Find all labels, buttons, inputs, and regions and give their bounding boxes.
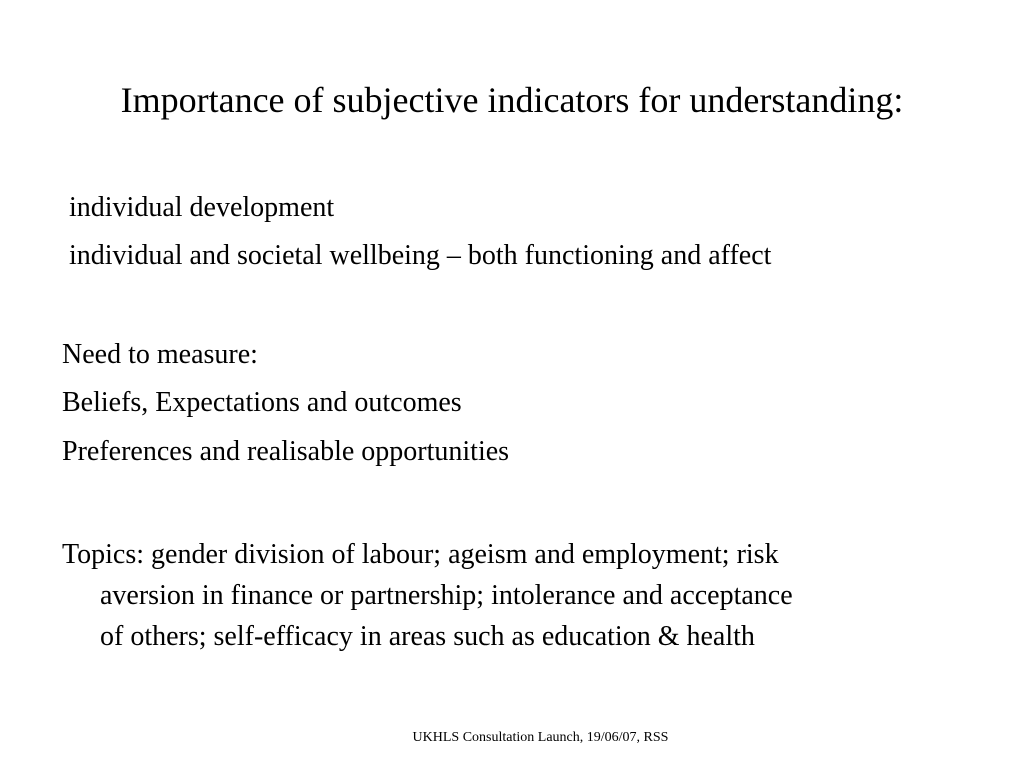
slide-title: Importance of subjective indicators for understanding: [120, 80, 904, 120]
topics-paragraph [62, 534, 962, 657]
sub-point-individual-development: individual development [69, 192, 335, 223]
slide-footer: UKHLS Consultation Launch, 19/06/07, RSS [412, 730, 669, 745]
need-point-preferences: Preferences and realisable opportunities [62, 436, 510, 467]
topics-line: Topics: gender division of labour; ageism and employment; risk [62, 539, 779, 570]
sub-point-wellbeing: individual and societal wellbeing – both functioning and affect [69, 240, 772, 271]
topics-line: of others; self-efficacy in areas such as education & health [100, 621, 755, 652]
need-to-measure-heading: Need to measure: [62, 339, 258, 370]
need-point-beliefs: Beliefs, Expectations and outcomes [62, 387, 462, 418]
topics-line: aversion in finance or partnership; intolerance and acceptance [100, 580, 793, 611]
